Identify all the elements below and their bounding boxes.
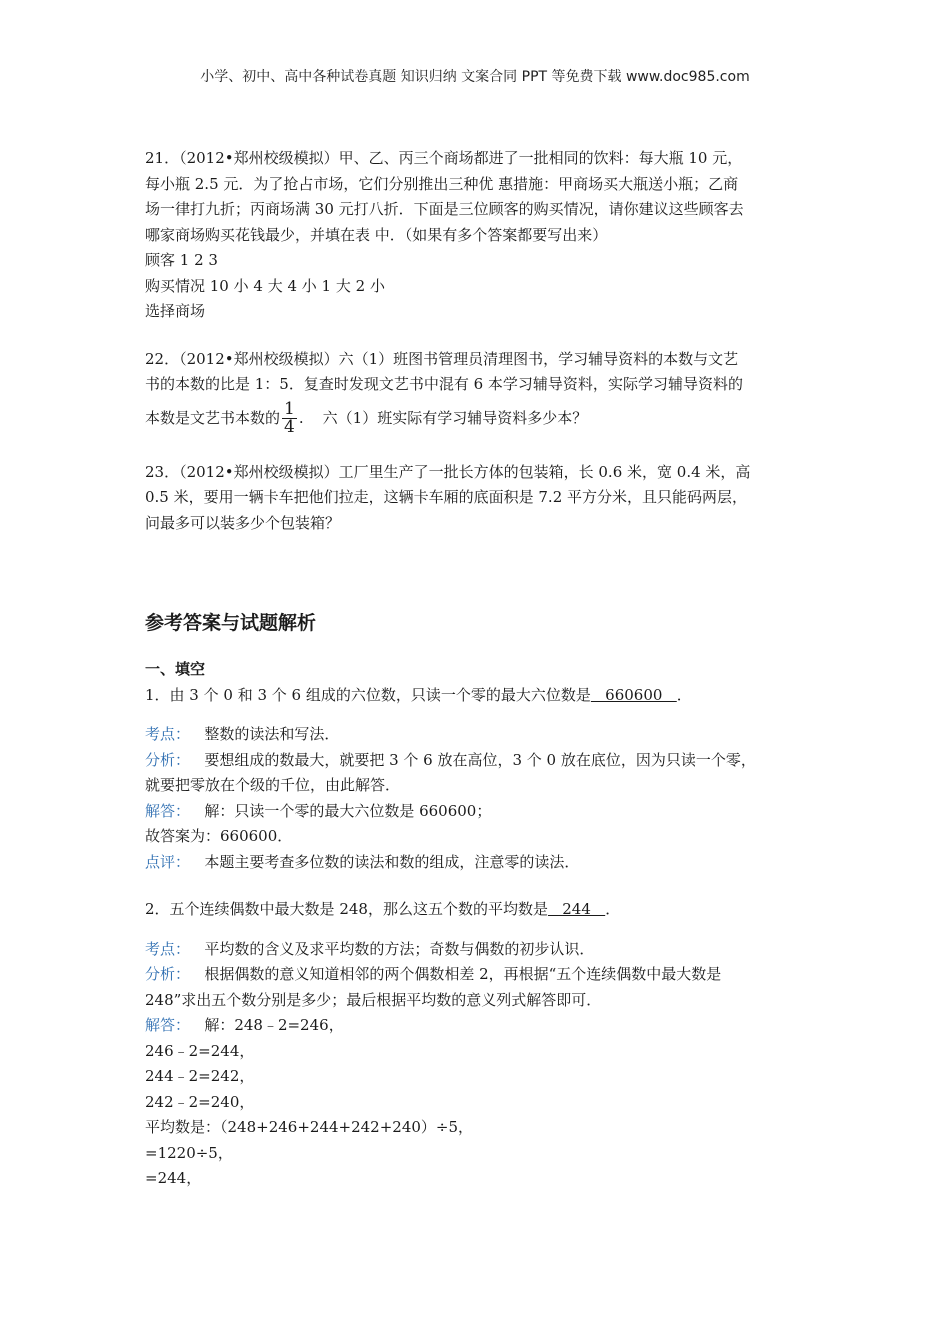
kaodian-label: 考点： bbox=[145, 725, 191, 743]
q21-line: 21．（2012•郑州校级模拟）甲、乙、丙三个商场都进了一批相同的饮料：每大瓶 10 元， bbox=[145, 149, 743, 167]
q23-line: 23．（2012•郑州校级模拟）工厂里生产了一批长方体的包装箱，长 0.6 米，宽 0.4 米，高 bbox=[145, 462, 751, 481]
answer-2 bbox=[145, 897, 810, 1192]
a2-calc-line: 平均数是：（248+246+244+242+240）÷5， bbox=[145, 1118, 474, 1136]
fraction-denominator: 4 bbox=[284, 417, 295, 437]
question-21 bbox=[145, 146, 810, 325]
a2-calc-line: =1220÷5， bbox=[145, 1143, 233, 1162]
fenxi-label: 分析： bbox=[145, 750, 191, 769]
a1-jieda-cont: 故答案为：660600． bbox=[145, 827, 293, 845]
answer-1 bbox=[145, 683, 810, 876]
a1-fenxi: 分析： 要想组成的数最大，就要把 3 个 6 放在高位，3 个 0 放在底位，因为只读一个零， bbox=[145, 750, 756, 769]
question-22 bbox=[145, 347, 810, 438]
a2-calc-line: 242﹣2=240， bbox=[145, 1092, 255, 1111]
a2-calc-line: 246﹣2=244， bbox=[145, 1041, 255, 1060]
fenxi-label: 分析： bbox=[145, 965, 191, 983]
q22-line3-pre: 本数是文艺书本数的 bbox=[145, 408, 281, 427]
a2-fenxi-cont: 248”求出五个数分别是多少；最后根据平均数的意义列式解答即可． bbox=[145, 990, 602, 1009]
document-body bbox=[145, 146, 810, 1192]
section-fill-in-title: 一、填空 bbox=[145, 660, 206, 678]
a2-calc-line: =244， bbox=[145, 1169, 202, 1187]
a2-kaodian: 考点： 平均数的含义及求平均数的方法；奇数与偶数的初步认识． bbox=[145, 939, 595, 958]
q21-line: 场一律打九折；丙商场满 30 元打八折．下面是三位顾客的购买情况，请你建议这些顾客去 bbox=[145, 200, 744, 218]
page-header: 小学、初中、高中各种试卷真题 知识归纳 文案合同 PPT 等免费下载 www.doc985.com bbox=[200, 69, 750, 85]
kaodian-label: 考点： bbox=[145, 939, 191, 958]
answers-section-title: 参考答案与试题解析 bbox=[145, 612, 317, 634]
q23-line: 问最多可以装多少个包装箱？ bbox=[145, 513, 341, 532]
a2-question: 2．五个连续偶数中最大数是 248，那么这五个数的平均数是 244 ． bbox=[145, 897, 810, 923]
a2-answer-blank: 244 bbox=[547, 900, 606, 918]
q21-table-row-customers: 顾客 1 2 3 bbox=[145, 251, 218, 269]
fraction-one-quarter bbox=[282, 401, 297, 436]
a1-dianping: 点评： 本题主要考查多位数的读法和数的组成，注意零的读法． bbox=[145, 852, 580, 871]
a1-fenxi-cont: 就要把零放在个级的千位，由此解答． bbox=[145, 776, 401, 794]
a2-fenxi: 分析： 根据偶数的意义知道相邻的两个偶数相差 2，再根据“五个连续偶数中最大数是 bbox=[145, 965, 722, 983]
q22-line3-post: . 六（1）班实际有学习辅导资料多少本？ bbox=[298, 408, 588, 427]
a1-jieda: 解答： 解：只读一个零的最大六位数是 660600； bbox=[145, 801, 492, 820]
q21-line: 哪家商场购买花钱最少，并填在表 中．（如果有多个答案都要写出来） bbox=[145, 225, 608, 244]
a2-calc-line: 244﹣2=242， bbox=[145, 1067, 255, 1085]
fraction-numerator: 1 bbox=[284, 399, 295, 419]
dianping-label: 点评： bbox=[145, 852, 191, 871]
q21-table-row-purchases: 购买情况 10 小 4 大 4 小 1 大 2 小 bbox=[145, 276, 385, 295]
q22-line bbox=[145, 398, 810, 438]
question-23 bbox=[145, 460, 810, 537]
q21-table-row-choice: 选择商场 bbox=[145, 302, 206, 320]
a1-answer-blank: 660600 bbox=[590, 685, 677, 704]
jieda-label: 解答： bbox=[145, 801, 191, 820]
a2-jieda: 解答： 解：248﹣2=246， bbox=[145, 1016, 344, 1034]
a1-kaodian: 考点： 整数的读法和写法． bbox=[145, 725, 340, 743]
q21-line: 每小瓶 2.5 元．为了抢占市场，它们分别推出三种优 惠措施：甲商场买大瓶送小瓶；乙商 bbox=[145, 174, 739, 193]
q22-line: 书的本数的比是 1：5．复查时发现文艺书中混有 6 本学习辅导资料，实际学习辅导资料的 bbox=[145, 375, 743, 393]
a1-question: 1．由 3 个 0 和 3 个 6 组成的六位数，只读一个零的最大六位数是 660600 ． bbox=[145, 683, 810, 709]
q22-line: 22．（2012•郑州校级模拟）六（1）班图书管理员清理图书，学习辅导资料的本数与文艺 bbox=[145, 349, 739, 368]
jieda-label: 解答： bbox=[145, 1016, 191, 1034]
q23-line: 0.5 米，要用一辆卡车把他们拉走，这辆卡车厢的底面积是 7.2 平方分米，且只能码两层， bbox=[145, 488, 748, 506]
